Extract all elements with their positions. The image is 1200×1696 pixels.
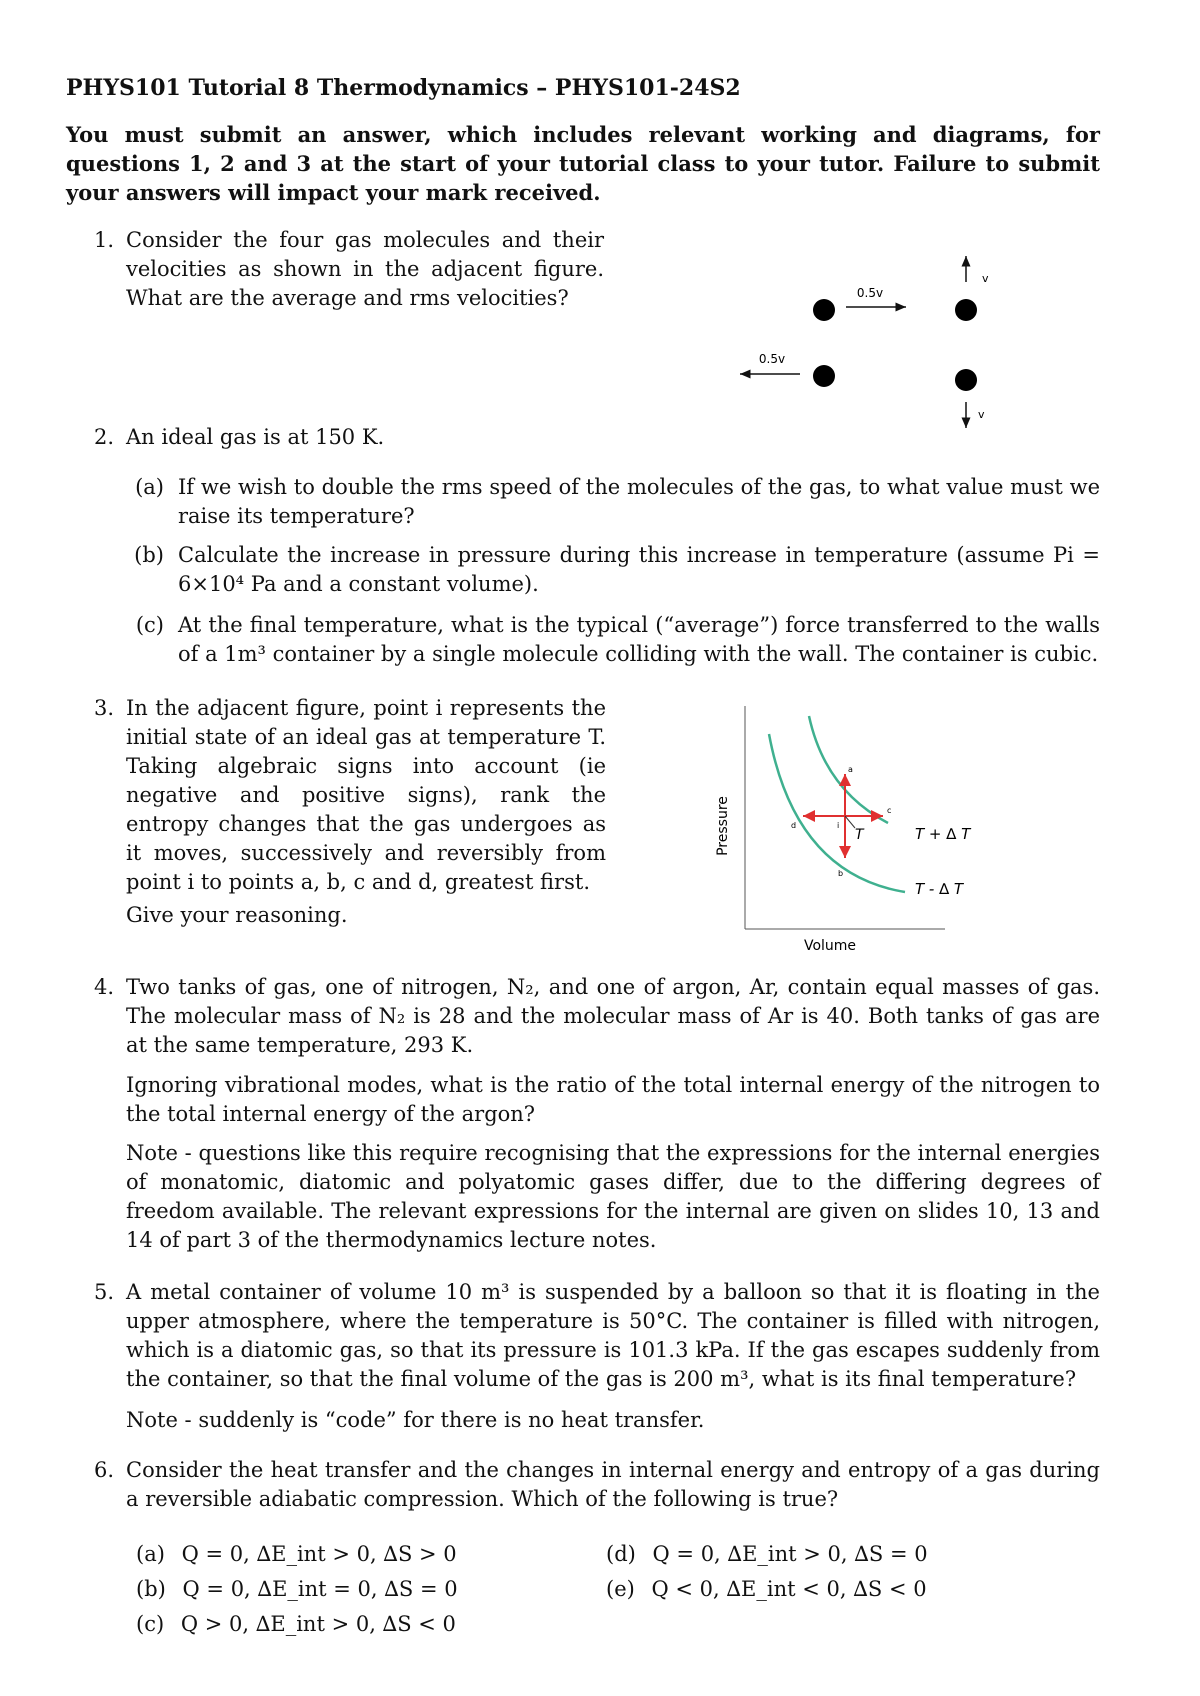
question-2b-label: (b) [134, 543, 164, 567]
option-c-label: (c) [136, 1612, 165, 1636]
velocity-label-down: v [978, 408, 985, 421]
option-b-label: (b) [136, 1577, 166, 1601]
option-a-label: (a) [136, 1542, 165, 1566]
question-4-note: Note - questions like this require recognising that the expressions for the internal energies of monatomic, diatomic and polyatomic gases differ, due to the differing degrees of freedom available. The relevant expressions for the internal are given on slides 10, 13 and 14 of part 3 of the thermodynamics lecture notes. [126, 1141, 1100, 1252]
question-1-text: Consider the four gas molecules and their velocities as shown in the adjacent figure. What are the average and rms velocities? [126, 228, 604, 310]
velocity-label-right: 0.5v [856, 286, 884, 300]
question-5-number: 5. [93, 1280, 114, 1304]
question-3-number: 3. [93, 696, 114, 720]
question-6-number: 6. [93, 1458, 114, 1482]
y-axis-label: Pressure [715, 796, 731, 856]
option-d-label: (d) [606, 1542, 636, 1566]
question-4-question: Ignoring vibrational modes, what is the ratio of the total internal energy of the nitrogen to the total internal energy of the argon? [126, 1073, 1100, 1126]
upper-isotherm-label: T + ∆ T [915, 825, 971, 843]
question-2-text: An ideal gas is at 150 K. [126, 425, 385, 449]
submission-instructions: You must submit an answer, which includes relevant working and diagrams, for questions 1, 2 and 3 at the start of your tutorial class to your tutor. Failure to submit your answers will impact your mark received. [66, 122, 1100, 205]
question-1-number: 1. [93, 228, 114, 252]
option-e-text: Q < 0, ∆E_int < 0, ∆S < 0 [651, 1577, 927, 1601]
point-i-label: i [837, 821, 840, 830]
option-d [606, 1540, 928, 1569]
option-a-text: Q = 0, ∆E_int > 0, ∆S > 0 [181, 1542, 457, 1566]
velocity-label-left: 0.5v [758, 352, 786, 366]
option-a [136, 1540, 457, 1569]
molecule-velocity-figure [720, 250, 1000, 440]
point-d-label: d [791, 821, 797, 830]
question-2c-text: At the final temperature, what is the typical (“average”) force transferred to the walls of a 1m³ container by a single molecule colliding with the wall. The container is cubic. [178, 613, 1100, 666]
point-a-label: a [848, 765, 853, 774]
question-5-text: A metal container of volume 10 m³ is suspended by a balloon so that it is floating in the upper atmosphere, where the temperature is 50°C. The container is filled with nitrogen, which is a diatomic gas, so that its pressure is 101.3 kPa. If the gas escapes suddenly from the container, so that the final volume of the gas is 200 m³, what is its final temperature? [126, 1280, 1100, 1391]
option-c [136, 1610, 456, 1639]
molecule-top-right [955, 299, 977, 321]
question-5-note: Note - suddenly is “code” for there is no heat transfer. [126, 1408, 705, 1432]
lower-isotherm [769, 734, 905, 892]
lower-isotherm-label: T - ∆ T [915, 880, 964, 898]
page-title: PHYS101 Tutorial 8 Thermodynamics – PHYS101-24S2 [66, 75, 741, 101]
pv-isotherm-figure [705, 698, 995, 960]
option-e [606, 1575, 927, 1604]
point-c-label: c [887, 806, 892, 815]
molecule-bottom-left [813, 365, 835, 387]
pointer-to-i [845, 816, 855, 828]
molecule-bottom-right [955, 369, 977, 391]
option-d-text: Q = 0, ∆E_int > 0, ∆S = 0 [652, 1542, 928, 1566]
question-2-number: 2. [93, 425, 114, 449]
option-e-label: (e) [606, 1577, 635, 1601]
question-4-number: 4. [93, 975, 114, 999]
question-3-text: In the adjacent figure, point i represents the initial state of an ideal gas at temperature T. Taking algebraic signs into account (ie negative and positive signs), rank the entropy changes that the gas undergoes as it moves, successively and reversibly from point i to points a, b, c and d, greatest first. [126, 696, 606, 894]
molecule-top-left [813, 299, 835, 321]
x-axis-label: Volume [803, 938, 857, 954]
question-6-text: Consider the heat transfer and the changes in internal energy and entropy of a gas during a reversible adiabatic compression. Which of the following is true? [126, 1458, 1100, 1511]
option-b [136, 1575, 458, 1604]
point-b-label: b [838, 869, 844, 878]
option-b-text: Q = 0, ∆E_int = 0, ∆S = 0 [182, 1577, 458, 1601]
question-2c-label: (c) [135, 613, 164, 637]
question-2a-text: If we wish to double the rms speed of the molecules of the gas, to what value must we raise its temperature? [178, 475, 1100, 528]
question-3-reasoning: Give your reasoning. [126, 903, 348, 927]
question-4-text: Two tanks of gas, one of nitrogen, N₂, and one of argon, Ar, contain equal masses of gas. The molecular mass of N₂ is 28 and the molecular mass of Ar is 40. Both tanks of gas are at the same temperature, 293 K. [126, 975, 1100, 1057]
question-2b-text: Calculate the increase in pressure during this increase in temperature (assume Pi = 6×10⁴ Pa and a constant volume). [178, 543, 1100, 596]
velocity-label-up: v [982, 272, 989, 285]
question-2a-label: (a) [135, 475, 164, 499]
isotherm-T-label: T [855, 827, 864, 843]
option-c-text: Q > 0, ∆E_int > 0, ∆S < 0 [180, 1612, 456, 1636]
